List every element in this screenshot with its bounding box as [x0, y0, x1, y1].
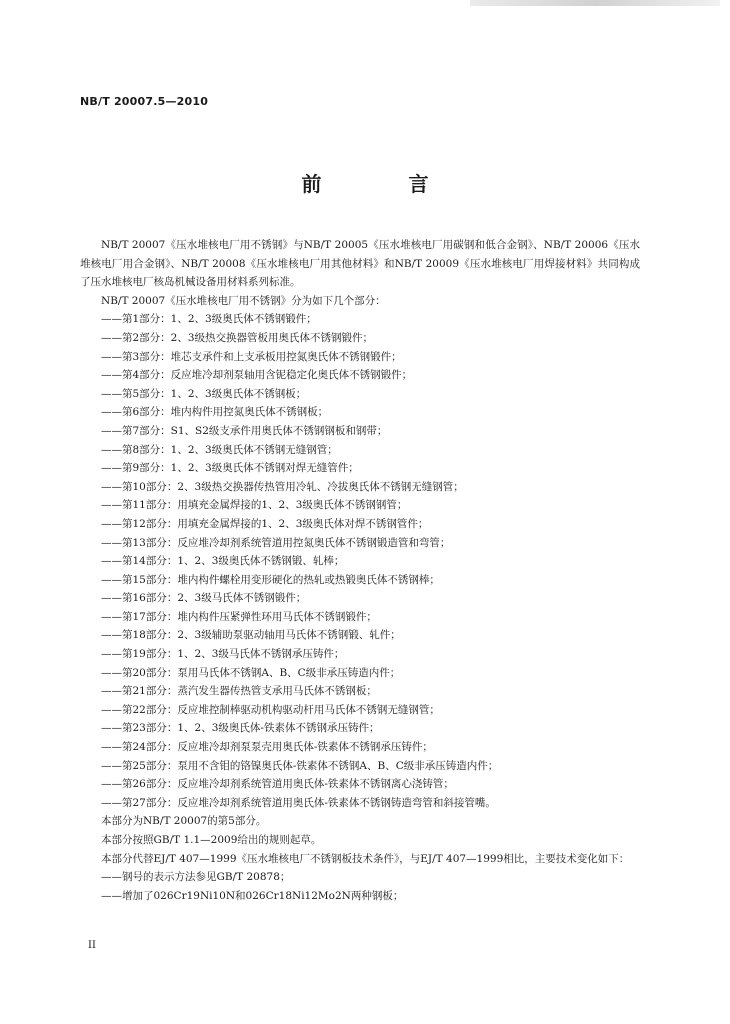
parts-list-item: ——第1部分：1、2、3级奥氏体不锈钢锻件； [101, 313, 317, 326]
parts-list-item: ——第7部分：S1、S2级支承件用奥氏体不锈钢钢板和钢带； [101, 424, 388, 437]
parts-list-item: ——第12部分：用填充金属焊接的1、2、3级奥氏体对焊不锈钢管件； [101, 517, 429, 530]
parts-list-item: ——第24部分：反应堆冷却剂泵泵壳用奥氏体-铁素体不锈钢承压铸件； [101, 741, 433, 754]
parts-list-item: ——第11部分：用填充金属焊接的1、2、3级奥氏体不锈钢钢管； [101, 499, 408, 512]
parts-list-item: ——第22部分：反应堆控制棒驱动机构驱动杆用马氏体不锈钢无缝钢管； [101, 703, 440, 716]
rule-statement: 本部分按照GB/T 1.1—2009给出的规则起草。 [101, 834, 322, 846]
parts-list-item: ——第10部分：2、3级热交换器传热管用冷轧、冷拔奥氏体不锈钢无缝钢管； [101, 480, 464, 493]
page-number: II [88, 940, 96, 951]
changes-list-item: ——增加了026Cr19Ni10N和026Cr18Ni12Mo2N两种钢板； [101, 889, 404, 902]
parts-list-item: ——第14部分：1、2、3级奥氏体不锈钢锻、轧棒； [101, 555, 345, 568]
parts-list-item: ——第20部分：泵用马氏体不锈钢A、B、C级非承压铸造内件； [101, 666, 401, 679]
parts-intro: NB/T 20007《压水堆核电厂用不锈钢》分为如下几个部分： [101, 294, 386, 307]
parts-list [80, 310, 640, 812]
parts-list-item: ——第9部分：1、2、3级奥氏体不锈钢对焊无缝管件； [101, 462, 359, 475]
foreword-body [80, 236, 640, 905]
changes-list-item: ——钢号的表示方法参见GB/T 20878； [101, 871, 291, 884]
parts-list-item: ——第23部分：1、2、3级奥氏体-铁素体不锈钢承压铸件； [101, 722, 380, 735]
parts-list-item: ——第27部分：反应堆冷却剂系统管道用奥氏体-铁素体不锈钢铸造弯管和斜接管嘴。 [101, 796, 496, 809]
parts-list-item: ——第13部分：反应堆冷却剂系统管道用控氮奥氏体不锈钢锻造管和弯管； [101, 536, 451, 549]
scan-artifact [470, 0, 720, 6]
parts-list-item: ——第21部分：蒸汽发生器传热管支承用马氏体不锈钢板； [101, 685, 377, 698]
parts-list-item: ——第25部分：泵用不含钼的铬镍奥氏体-铁素体不锈钢A、B、C级非承压铸造内件； [101, 759, 499, 772]
changes-list [80, 868, 640, 905]
replace-statement: 本部分代替EJ/T 407—1999《压水堆核电厂不锈钢板技术条件》，与EJ/T 407—1999相比，主要技术变化如下： [101, 852, 630, 865]
parts-list-item: ——第2部分：2、3级热交换器管板用奥氏体不锈钢锻件； [101, 331, 374, 344]
parts-list-item: ——第8部分：1、2、3级奥氏体不锈钢无缝钢管； [101, 443, 338, 456]
standard-number: NB/T 20007.5—2010 [80, 95, 209, 108]
parts-list-item: ——第15部分：堆内构件螺栓用变形硬化的热轧或热锻奥氏体不锈钢棒； [101, 573, 440, 586]
parts-list-item: ——第17部分：堆内构件压紧弹性环用马氏体不锈钢锻件； [101, 610, 377, 623]
parts-list-item: ——第19部分：1、2、3级马氏体不锈钢承压铸件； [101, 648, 345, 661]
parts-list-item: ——第6部分：堆内构件用控氮奥氏体不锈钢板； [101, 406, 329, 419]
parts-list-item: ——第5部分：1、2、3级奥氏体不锈钢板； [101, 387, 307, 400]
intro-paragraph: NB/T 20007《压水堆核电厂用不锈钢》与NB/T 20005《压水堆核电厂用碳钢和低合金钢》、NB/T 20006《压水堆核电厂用合金钢》、NB/T 20008《压水堆核电厂用其他材料》和NB/T 20009《压水堆核电厂用焊接材料》共同构成了压水堆核电厂核岛机械设备用材料系列标准。 [80, 239, 640, 289]
parts-list-item: ——第18部分：2、3级辅助泵驱动轴用马氏体不锈钢锻、轧件； [101, 629, 401, 642]
page-title: 前 言 [301, 172, 469, 196]
part-statement: 本部分为NB/T 20007的第5部分。 [101, 815, 267, 828]
parts-list-item: ——第3部分：堆芯支承件和上支承板用控氮奥氏体不锈钢锻件； [101, 350, 402, 363]
parts-list-item: ——第26部分：反应堆冷却剂系统管道用奥氏体-铁素体不锈钢离心浇铸管； [101, 778, 454, 791]
parts-list-item: ——第4部分：反应堆冷却剂泵轴用含铌稳定化奥氏体不锈钢锻件； [101, 369, 413, 382]
parts-list-item: ——第16部分：2、3级马氏体不锈钢锻件； [101, 592, 307, 605]
